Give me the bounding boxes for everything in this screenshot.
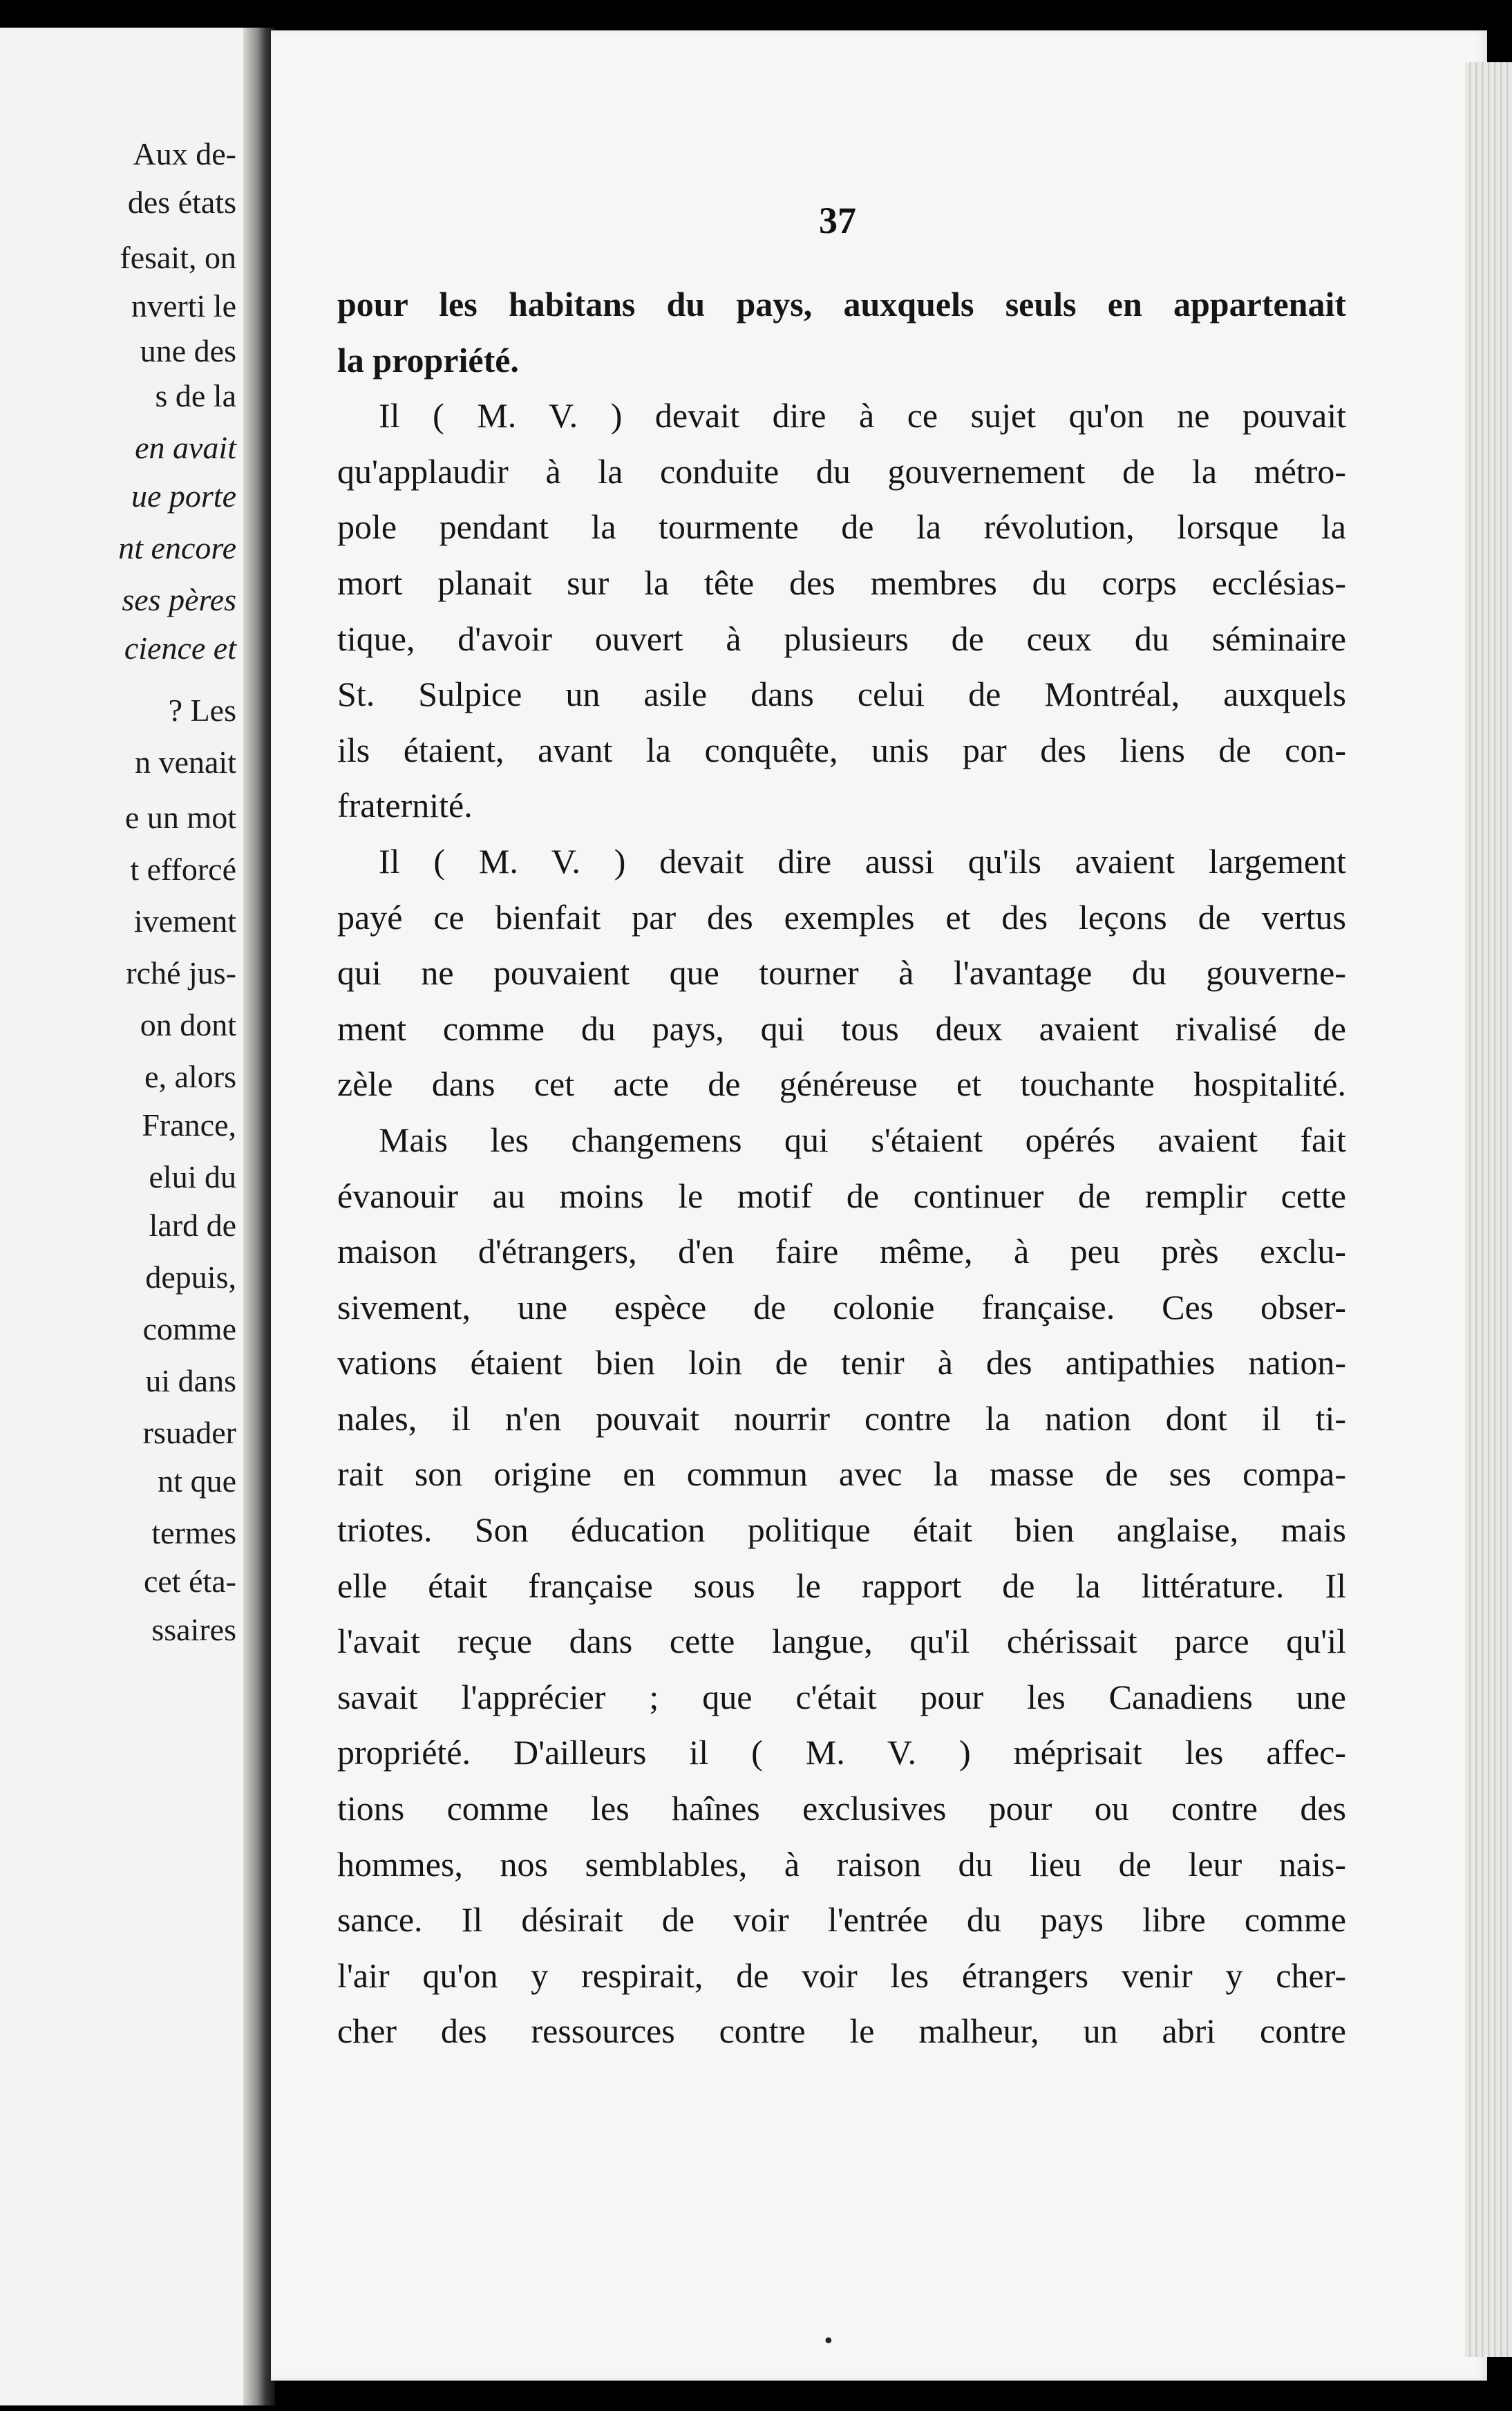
text-line: pour les habitans du pays, auxquels seuls en appartenait (337, 285, 1346, 323)
text-line: propriété. D'ailleurs il ( M. V. ) méprisait les affec- (337, 1733, 1346, 1772)
text-line: ment comme du pays, qui tous deux avaient rivalisé de (337, 1009, 1346, 1048)
text-line: Mais les changemens qui s'étaient opérés avaient fait (379, 1120, 1346, 1159)
left-page-line: ? Les (168, 693, 236, 728)
text-line: St. Sulpice un asile dans celui de Montréal, auxquels (337, 675, 1346, 714)
text-line: la propriété. (337, 340, 519, 379)
left-page-line: lard de (149, 1208, 236, 1243)
left-page-line: on dont (140, 1007, 236, 1042)
left-page-line: ssaires (151, 1612, 236, 1647)
left-page-line: ivement (133, 903, 236, 939)
text-line: qu'applaudir à la conduite du gouvernement de la métro- (337, 451, 1346, 491)
left-page-line: ui dans (145, 1363, 236, 1398)
text-line: tique, d'avoir ouvert à plusieurs de ceux du séminaire (337, 619, 1346, 658)
ink-speck: • (822, 2329, 835, 2354)
text-line: payé ce bienfait par des exemples et des leçons de vertus (337, 897, 1346, 937)
left-page-line: cience et (124, 630, 236, 666)
text-line: Il ( M. V. ) devait dire aussi qu'ils avaient largement (379, 841, 1346, 881)
left-page-line: ses pères (122, 582, 236, 617)
left-page-line: nt que (158, 1463, 236, 1499)
left-page-line: e un mot (125, 800, 236, 835)
left-page-line: elui du (149, 1159, 236, 1194)
main-text-block (337, 276, 1346, 2059)
left-facing-page (0, 28, 256, 2405)
left-page-line: Aux de- (133, 136, 236, 171)
text-line: nales, il n'en pouvait nourrir contre la nation dont il ti- (337, 1398, 1346, 1438)
left-page-line: fesait, on (120, 240, 236, 275)
text-line: maison d'étrangers, d'en faire même, à peu près exclu- (337, 1232, 1346, 1271)
left-page-line: une des (140, 333, 236, 368)
text-line: mort planait sur la tête des membres du corps ecclésias- (337, 563, 1346, 602)
text-line: ils étaient, avant la conquête, unis par des liens de con- (337, 730, 1346, 769)
left-page-line: en avait (135, 430, 236, 465)
text-line: rait son origine en commun avec la masse de ses compa- (337, 1454, 1346, 1494)
left-page-line: cet éta- (143, 1564, 236, 1599)
text-line: elle était française sous le rapport de la littérature. Il (337, 1566, 1346, 1605)
left-page-line: France, (142, 1107, 236, 1143)
left-page-line: comme (142, 1311, 236, 1347)
text-line: triotes. Son éducation politique était bien anglaise, mais (337, 1510, 1346, 1550)
text-line: zèle dans cet acte de généreuse et touchante hospitalité. (337, 1064, 1346, 1104)
left-page-line: e, alors (144, 1059, 236, 1094)
text-line: hommes, nos semblables, à raison du lieu de leur nais- (337, 1844, 1346, 1884)
left-page-line: nt encore (118, 530, 236, 565)
text-line: fraternité. (337, 786, 473, 825)
left-page-line: ue porte (131, 478, 236, 514)
text-line: sivement, une espèce de colonie française. Ces obser- (337, 1287, 1346, 1326)
text-line: vations étaient bien loin de tenir à des antipathies nation- (337, 1343, 1346, 1382)
page-edges (1465, 62, 1512, 2357)
text-line: cher des ressources contre le malheur, un abri contre (337, 2011, 1346, 2051)
text-line: l'avait reçue dans cette langue, qu'il chérissait parce qu'il (337, 1622, 1346, 1661)
left-page-line: n venait (135, 744, 236, 780)
text-line: qui ne pouvaient que tourner à l'avantage du gouverne- (337, 953, 1346, 993)
text-line: savait l'apprécier ; que c'était pour les Canadiens une (337, 1677, 1346, 1716)
text-line: pole pendant la tourmente de la révolution, lorsque la (337, 507, 1346, 547)
text-line: tions comme les haînes exclusives pour ou contre des (337, 1789, 1346, 1828)
text-line: sance. Il désirait de voir l'entrée du pays libre comme (337, 1900, 1346, 1940)
page-number: 37 (819, 200, 856, 241)
left-page-line: rsuader (142, 1415, 236, 1450)
text-line: Il ( M. V. ) devait dire à ce sujet qu'on ne pouvait (379, 396, 1346, 435)
left-page-line: s de la (155, 378, 236, 413)
left-page-line: rché jus- (126, 955, 236, 991)
left-page-line: t efforcé (130, 852, 236, 887)
text-line: l'air qu'on y respirait, de voir les étrangers venir y cher- (337, 1955, 1346, 1995)
left-page-line: nverti le (131, 288, 236, 323)
text-line: évanouir au moins le motif de continuer de remplir cette (337, 1176, 1346, 1215)
left-page-line: des états (127, 185, 236, 220)
left-page-line: termes (151, 1515, 236, 1550)
left-page-line: depuis, (145, 1259, 236, 1295)
